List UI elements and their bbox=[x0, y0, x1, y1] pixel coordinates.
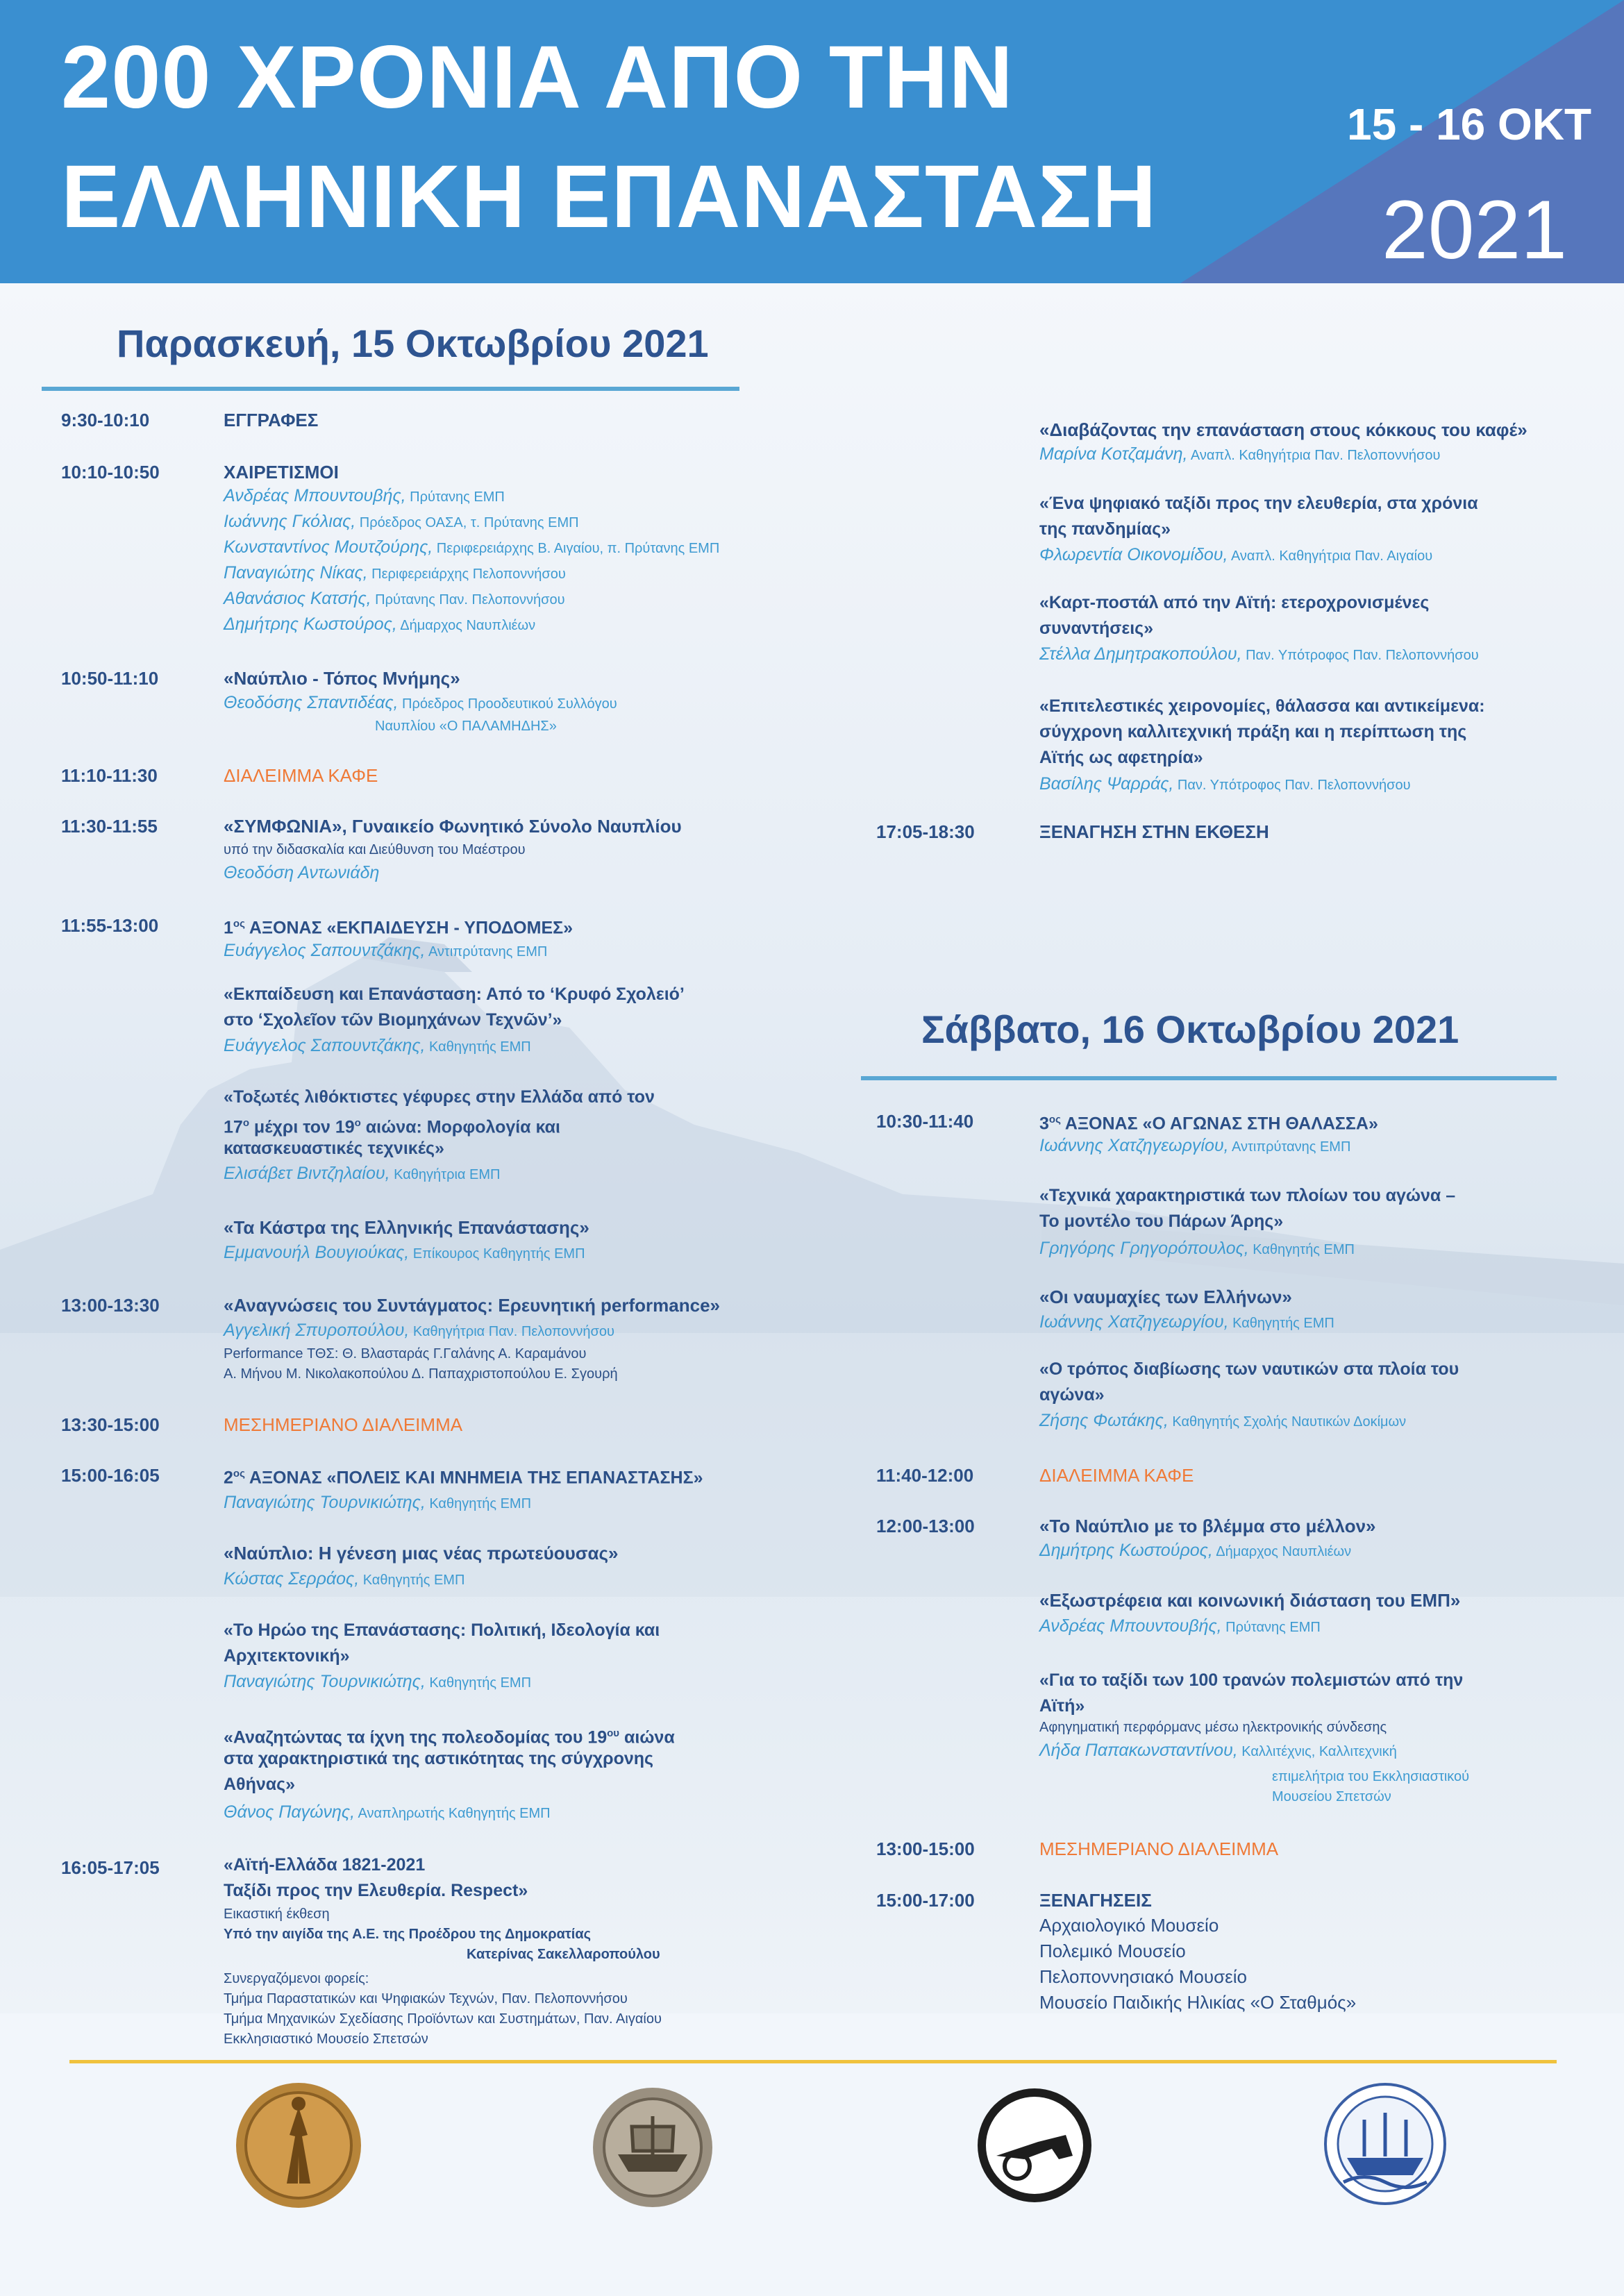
title-line-1: 200 ΧΡΟΝΙΑ ΑΠΟ ΤΗΝ bbox=[61, 28, 1014, 127]
speaker bbox=[224, 1802, 551, 1822]
speaker bbox=[1039, 1541, 1351, 1561]
time-slot: 11:30-11:55 bbox=[61, 816, 158, 837]
speaker-role: Αναπληρωτής Καθηγητής ΕΜΠ bbox=[355, 1806, 551, 1821]
chariot-coin-icon bbox=[976, 2086, 1094, 2204]
greeter-role: Δήμαρχος Ναυπλιέων bbox=[396, 618, 536, 633]
axis-ordinal: ος bbox=[1048, 1114, 1061, 1125]
speaker-name: Δημήτρης Κωστούρος, bbox=[1039, 1541, 1213, 1560]
greeter-role: Πρόεδρος ΟΑΣΑ, τ. Πρύτανης ΕΜΠ bbox=[355, 515, 579, 530]
speaker-name: Φλωρεντία Οικονομίδου, bbox=[1039, 545, 1228, 564]
talk-title: «Εξωστρέφεια και κοινωνική διάσταση του ΕΜΠ» bbox=[1039, 1590, 1461, 1611]
greeter-name: Παναγιώτης Νίκας, bbox=[224, 563, 368, 583]
speaker bbox=[224, 1243, 585, 1263]
speaker-name: Ιωάννης Χατζηγεωργίου, bbox=[1039, 1312, 1229, 1332]
performance-cast: Performance ΤΘΣ: Θ. Βλασταράς Γ.Γαλάνης Α. Καραμάνου Α. Μήνου Μ. Νικολακοπούλου Δ. Παπαχριστοπούλου Ε. Σγουρή bbox=[224, 1346, 618, 1382]
speaker bbox=[224, 693, 617, 713]
speaker bbox=[1039, 545, 1432, 565]
speaker bbox=[1039, 1616, 1321, 1636]
greeter-role: Περιφερειάρχης Β. Αιγαίου, π. Πρύτανης ΕΜΠ bbox=[433, 541, 720, 556]
superscript: ο bbox=[354, 1117, 361, 1129]
time-slot: 13:00-15:00 bbox=[876, 1838, 975, 1859]
time-slot: 11:10-11:30 bbox=[61, 765, 158, 786]
friday-rule bbox=[42, 387, 739, 391]
speaker-name: Θεοδόσης Σπαντιδέας, bbox=[224, 693, 399, 712]
title-line-2: ΕΛΛΗΝΙΚΗ ΕΠΑΝΑΣΤΑΣΗ bbox=[61, 147, 1157, 246]
speaker bbox=[1039, 444, 1440, 464]
exhibition-subtitle: Εικαστική έκθεση bbox=[224, 1907, 330, 1922]
speaker-name: Παναγιώτης Τουρνικιώτης, bbox=[224, 1672, 426, 1691]
time-slot: 15:00-17:00 bbox=[876, 1890, 975, 1911]
text-part: 17 bbox=[224, 1117, 243, 1137]
speaker bbox=[1039, 1136, 1350, 1156]
greeter bbox=[224, 537, 719, 558]
speaker bbox=[1039, 1239, 1355, 1259]
greeter-name: Δημήτρης Κωστούρος, bbox=[224, 614, 397, 634]
talk-title: «Τεχνικά χαρακτηριστικά των πλοίων του αγώνα – Το μοντέλο του Πάρων Άρης» bbox=[1039, 1186, 1456, 1231]
speaker bbox=[224, 1036, 531, 1056]
greeter bbox=[224, 563, 566, 583]
speaker-name: Κώστας Σερράος, bbox=[224, 1569, 360, 1589]
speaker-name: Εμμανουήλ Βουγιούκας, bbox=[224, 1243, 410, 1262]
time-slot: 10:30-11:40 bbox=[876, 1111, 974, 1132]
speaker-role: Καθηγητής Σχολής Ναυτικών Δοκίμων bbox=[1168, 1414, 1407, 1430]
axis-label: ΑΞΟΝΑΣ «ΠΟΛΕΙΣ ΚΑΙ ΜΝΗΜΕΙΑ ΤΗΣ ΕΠΑΝΑΣΤΑΣΗΣ» bbox=[244, 1468, 703, 1488]
speaker-role: Καθηγητής ΕΜΠ bbox=[1228, 1316, 1334, 1331]
greeter-name: Ανδρέας Μπουντουβής, bbox=[224, 486, 406, 505]
time-slot: 10:50-11:10 bbox=[61, 668, 159, 689]
friday-heading: Παρασκευή, 15 Οκτωβρίου 2021 bbox=[117, 321, 709, 365]
axis-number: 1 bbox=[224, 918, 233, 938]
exhibition-title: «Αϊτή-Ελλάδα 1821-2021 Ταξίδι προς την Ελευθερία. Respect» bbox=[224, 1855, 528, 1900]
talk-title: «Τα Κάστρα της Ελληνικής Επανάστασης» bbox=[224, 1217, 589, 1238]
talk-title: «Ένα ψηφιακό ταξίδι προς την ελευθερία, στα χρόνια της πανδημίας» bbox=[1039, 494, 1478, 539]
axis-title bbox=[224, 911, 573, 941]
speaker bbox=[1039, 1411, 1406, 1431]
talk-title: «Ναύπλιο - Τόπος Μνήμης» bbox=[224, 668, 460, 689]
superscript: ο bbox=[242, 1117, 249, 1129]
event-dates: 15 - 16 ΟΚΤ bbox=[1347, 99, 1592, 149]
speaker bbox=[1039, 1741, 1397, 1761]
greeter-role: Πρύτανης ΕΜΠ bbox=[405, 489, 505, 505]
text-part: αιώνα: Μορφολογία και bbox=[360, 1117, 560, 1137]
speaker-role: Επίκουρος Καθηγητής ΕΜΠ bbox=[409, 1246, 585, 1262]
speaker bbox=[224, 941, 547, 961]
time-slot: 11:40-12:00 bbox=[876, 1465, 974, 1486]
footer-rule bbox=[69, 2060, 1557, 2063]
speaker-role: Αντιπρύτανης ΕΜΠ bbox=[1228, 1139, 1351, 1155]
talk-subtitle: υπό την διδασκαλία και Διεύθυνση του Μαέστρου bbox=[224, 842, 526, 857]
museum-item: Πολεμικό Μουσείο bbox=[1039, 1941, 1186, 1961]
greeter-name: Ιωάννης Γκόλιας, bbox=[224, 512, 356, 531]
speaker-name: Ελισάβετ Βιντζηλαίου, bbox=[224, 1164, 390, 1183]
speaker-name: Μαρίνα Κοτζαμάνη, bbox=[1039, 444, 1188, 464]
axis-label: ΑΞΟΝΑΣ «ΕΚΠΑΙΔΕΥΣΗ - ΥΠΟΔΟΜΕΣ» bbox=[244, 918, 574, 938]
time-slot: 17:05-18:30 bbox=[876, 821, 975, 842]
speaker-name: Ιωάννης Χατζηγεωργίου, bbox=[1039, 1136, 1229, 1155]
lunch-break: ΜΕΣΗΜΕΡΙΑΝΟ ΔΙΑΛΕΙΜΜΑ bbox=[224, 1414, 463, 1435]
speaker-role: Αναπλ. Καθηγήτρια Παν. Αιγαίου bbox=[1228, 548, 1433, 564]
greeter bbox=[224, 589, 565, 609]
exhibition-aegis: Υπό την αιγίδα της Α.Ε. της Προέδρου της Δημοκρατίας bbox=[224, 1927, 592, 1942]
exhibition-president: Κατερίνας Σακελλαροπούλου bbox=[467, 1947, 660, 1962]
talk-title: «ΣΥΜΦΩΝΙΑ», Γυναικείο Φωνητικό Σύνολο Ναυπλίου bbox=[224, 816, 682, 837]
axis-ordinal: ος bbox=[233, 1468, 245, 1480]
time-slot: 16:05-17:05 bbox=[61, 1857, 160, 1878]
speaker-role: Καθηγήτρια ΕΜΠ bbox=[390, 1167, 501, 1182]
event-year: 2021 bbox=[1382, 183, 1567, 276]
speaker-name: Αγγελική Σπυροπούλου, bbox=[224, 1321, 410, 1340]
speaker bbox=[224, 1493, 531, 1513]
speaker-role: Καλλιτέχνις, Καλλιτεχνική bbox=[1237, 1744, 1397, 1759]
speaker-role: Πρύτανης ΕΜΠ bbox=[1221, 1620, 1321, 1635]
exhibition-partners: Συνεργαζόμενοι φορείς: Τμήμα Παραστατικών και Ψηφιακών Τεχνών, Παν. Πελοποννήσου Τμήμα Μηχανικών Σχεδίασης Προϊόντων και Συστημάτων, Παν. Αιγαίου Εκκλησιαστικό Μουσείο Σπετσών bbox=[224, 1971, 662, 2047]
talk-title: «Ναύπλιο: Η γένεση μιας νέας πρωτεύουσας» bbox=[224, 1543, 619, 1564]
ntua-seal-icon bbox=[233, 2079, 365, 2211]
coffee-break: ΔΙΑΛΕΙΜΜΑ ΚΑΦΕ bbox=[1039, 1465, 1194, 1486]
speaker-role: Καθηγήτρια Παν. Πελοποννήσου bbox=[409, 1324, 614, 1339]
talk-title: «Εκπαίδευση και Επανάσταση: Από το ‘Κρυφό Σχολειό’ στο ‘Σχολεῖον τῶν Βιομηχάνων Τεχνῶν’» bbox=[224, 984, 685, 1030]
speaker-name: Θεοδόση Αντωνιάδη bbox=[224, 863, 380, 882]
museum-item: Πελοποννησιακό Μουσείο bbox=[1039, 1966, 1247, 1987]
talk-title: «Αναγνώσεις του Συντάγματος: Ερευνητική performance» bbox=[224, 1295, 721, 1316]
speaker-role: Καθηγητής ΕΜΠ bbox=[425, 1039, 531, 1055]
speaker-name: Γρηγόρης Γρηγορόπουλος, bbox=[1039, 1239, 1249, 1258]
talk-title: «Το Ηρώο της Επανάστασης: Πολιτική, Ιδεολογία και Αρχιτεκτονική» bbox=[224, 1620, 660, 1666]
speaker bbox=[224, 1321, 614, 1341]
greeter bbox=[224, 614, 535, 635]
time-slot: 13:00-13:30 bbox=[61, 1295, 160, 1316]
speaker-role: Καθηγητής ΕΜΠ bbox=[425, 1675, 532, 1691]
speaker-name: Λήδα Παπακωνσταντίνου, bbox=[1039, 1741, 1238, 1760]
talk-title: «Το Ναύπλιο με το βλέμμα στο μέλλον» bbox=[1039, 1516, 1376, 1536]
time-slot: 10:10-10:50 bbox=[61, 462, 160, 483]
axis-ordinal: ος bbox=[233, 918, 245, 930]
time-slot: 13:30-15:00 bbox=[61, 1414, 160, 1435]
exhibition-tour: ΞΕΝΑΓΗΣΗ ΣΤΗΝ ΕΚΘΕΣΗ bbox=[1039, 821, 1269, 842]
speaker bbox=[1039, 644, 1479, 664]
speaker-name: Ζήσης Φωτάκης, bbox=[1039, 1411, 1169, 1430]
axis-title bbox=[224, 1461, 703, 1491]
saturday-rule bbox=[861, 1076, 1557, 1080]
speaker-name: Βασίλης Ψαρράς, bbox=[1039, 774, 1174, 794]
speaker-name: Παναγιώτης Τουρνικιώτης, bbox=[224, 1493, 426, 1512]
speaker-role: Καθηγητής ΕΜΠ bbox=[1248, 1242, 1355, 1257]
coffee-break: ΔΙΑΛΕΙΜΜΑ ΚΑΦΕ bbox=[224, 765, 378, 786]
tours-heading: ΞΕΝΑΓΗΣΕΙΣ bbox=[1039, 1890, 1152, 1911]
registrations: ΕΓΓΡΑΦΕΣ bbox=[224, 410, 319, 430]
museum-item: Μουσείο Παιδικής Ηλικίας «Ο Σταθμός» bbox=[1039, 1992, 1357, 2013]
axis-number: 2 bbox=[224, 1468, 233, 1488]
talk-title: «Για το ταξίδι των 100 τρανών πολεμιστών από την Αϊτή» bbox=[1039, 1670, 1464, 1716]
superscript: ου bbox=[607, 1727, 620, 1739]
talk-title: «Καρτ-ποστάλ από την Αϊτή: ετεροχρονισμένες συναντήσεις» bbox=[1039, 593, 1430, 638]
time-slot: 12:00-13:00 bbox=[876, 1516, 975, 1536]
speaker-name: Θάνος Παγώνης, bbox=[224, 1802, 355, 1822]
speaker bbox=[224, 1164, 500, 1184]
speaker-role: Αντιπρύτανης ΕΜΠ bbox=[425, 944, 548, 960]
time-slot: 9:30-10:10 bbox=[61, 410, 150, 430]
greeter-name: Αθανάσιος Κατσής, bbox=[224, 589, 371, 608]
speaker-name: Ευάγγελος Σαπουντζάκης, bbox=[224, 1036, 426, 1055]
coin-ship-icon bbox=[590, 2085, 715, 2210]
speaker-role: Καθηγητής ΕΜΠ bbox=[425, 1496, 532, 1511]
time-slot: 15:00-16:05 bbox=[61, 1465, 160, 1486]
speaker-role: Παν. Υπότροφος Παν. Πελοποννήσου bbox=[1173, 778, 1411, 793]
greetings: ΧΑΙΡΕΤΙΣΜΟΙ bbox=[224, 462, 339, 483]
talk-subtitle: Αφηγηματική περφόρμανς μέσω ηλεκτρονικής σύνδεσης bbox=[1039, 1720, 1387, 1735]
talk-title: «Διαβάζοντας την επανάσταση στους κόκκους του καφέ» bbox=[1039, 419, 1527, 440]
axis-number: 3 bbox=[1039, 1114, 1049, 1134]
greeter-name: Κωνσταντίνος Μουτζούρης, bbox=[224, 537, 433, 557]
talk-title: «Οι ναυμαχίες των Ελλήνων» bbox=[1039, 1287, 1292, 1307]
text-part: μέχρι τον 19 bbox=[249, 1117, 355, 1137]
speaker-name: Ευάγγελος Σαπουντζάκης, bbox=[224, 941, 426, 960]
museum-item: Αρχαιολογικό Μουσείο bbox=[1039, 1915, 1219, 1936]
speaker bbox=[224, 1569, 464, 1589]
talk-title: «Τοξωτές λιθόκτιστες γέφυρες στην Ελλάδα από τον bbox=[224, 1087, 655, 1107]
municipality-ship-icon bbox=[1323, 2081, 1448, 2206]
talk-title: «Επιτελεστικές χειρονομίες, θάλασσα και αντικείμενα: σύγχρονη καλλιτεχνική πράξη και η περίπτωση της Αϊτής ως αφετηρία» bbox=[1039, 696, 1485, 767]
speaker-role: Αναπλ. Καθηγήτρια Παν. Πελοποννήσου bbox=[1187, 448, 1441, 463]
speaker-role: Καθηγητής ΕΜΠ bbox=[359, 1573, 465, 1588]
speaker-name: Ανδρέας Μπουντουβής, bbox=[1039, 1616, 1222, 1636]
speaker bbox=[1039, 1312, 1334, 1332]
axis-label: ΑΞΟΝΑΣ «Ο ΑΓΩΝΑΣ ΣΤΗ ΘΑΛΑΣΣΑ» bbox=[1060, 1114, 1378, 1134]
lunch-break: ΜΕΣΗΜΕΡΙΑΝΟ ΔΙΑΛΕΙΜΜΑ bbox=[1039, 1838, 1279, 1859]
text-part: αιώνα bbox=[619, 1727, 675, 1748]
greeter-role: Περιφερειάρχης Πελοποννήσου bbox=[367, 567, 566, 582]
speaker-role-cont: Ναυπλίου «Ο ΠΑΛΑΜΗΔΗΣ» bbox=[375, 719, 557, 734]
axis-title bbox=[1039, 1107, 1378, 1137]
speaker-role-cont: επιμελήτρια του Εκκλησιαστικού Μουσείου Σπετσών bbox=[1272, 1769, 1470, 1804]
speaker bbox=[1039, 774, 1411, 794]
talk-title: «Ο τρόπος διαβίωσης των ναυτικών στα πλοία του αγώνα» bbox=[1039, 1359, 1459, 1405]
greeter bbox=[224, 512, 579, 532]
saturday-heading: Σάββατο, 16 Οκτωβρίου 2021 bbox=[921, 1007, 1459, 1051]
talk-title-cont: στα χαρακτηριστικά της αστικότητας της σύγχρονης Αθήνας» bbox=[224, 1749, 654, 1794]
speaker bbox=[224, 1672, 531, 1692]
text-part: «Αναζητώντας τα ίχνη της πολεοδομίας του 19 bbox=[224, 1727, 608, 1748]
speaker-role: Παν. Υπότροφος Παν. Πελοποννήσου bbox=[1241, 648, 1479, 663]
speaker-role: Πρόεδρος Προοδευτικού Συλλόγου bbox=[398, 696, 617, 712]
speaker-role: Δήμαρχος Ναυπλιέων bbox=[1212, 1544, 1352, 1559]
talk-title-cont: κατασκευαστικές τεχνικές» bbox=[224, 1139, 444, 1158]
speaker-name: Στέλλα Δημητρακοπούλου, bbox=[1039, 644, 1242, 664]
greeter-role: Πρύτανης Παν. Πελοποννήσου bbox=[371, 592, 565, 607]
time-slot: 11:55-13:00 bbox=[61, 915, 159, 936]
greeter bbox=[224, 486, 505, 506]
